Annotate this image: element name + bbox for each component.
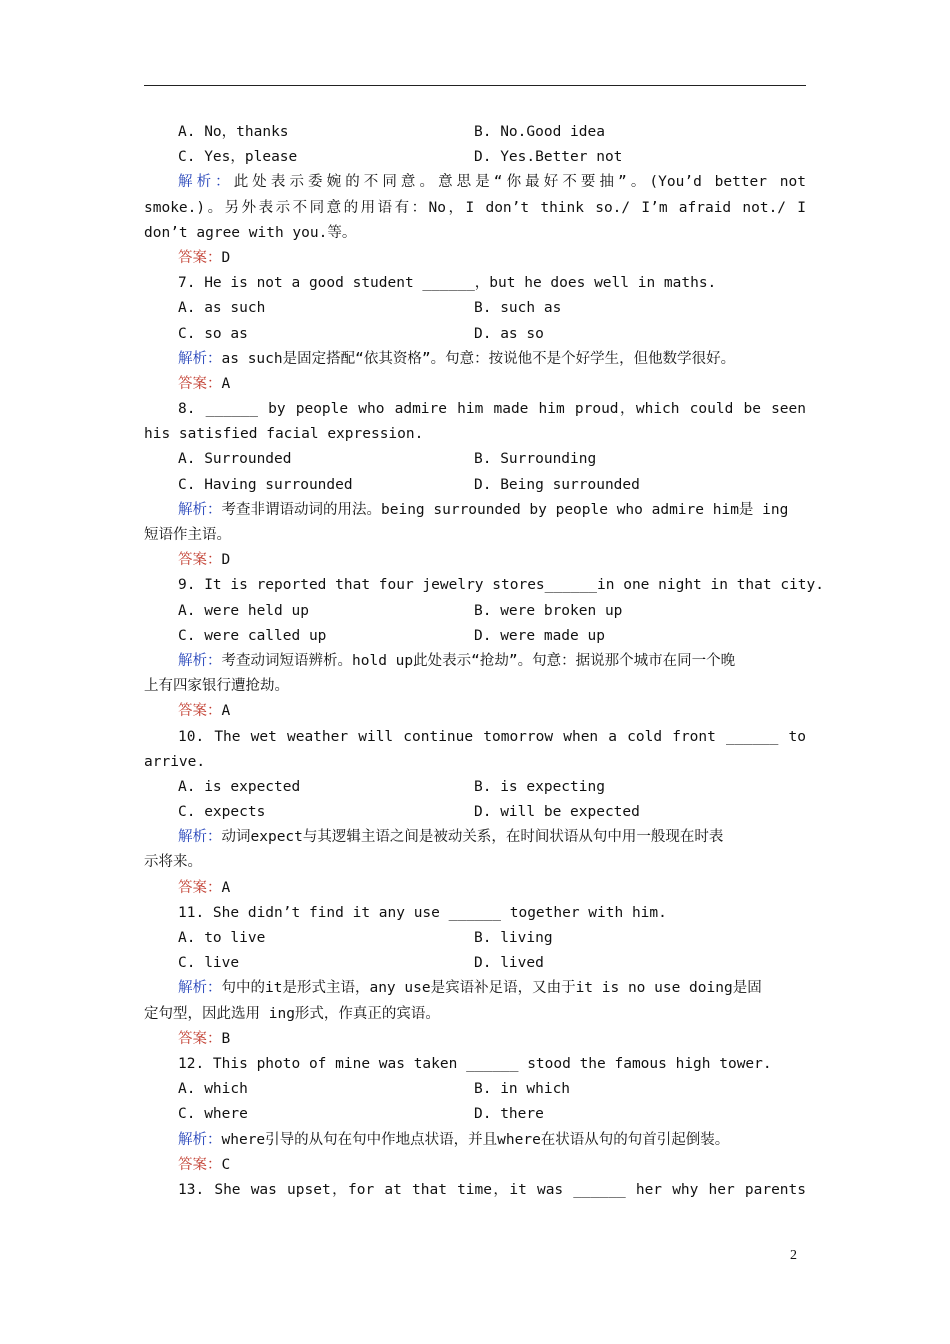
q7-explanation-line1 xyxy=(144,347,806,372)
q6-explanation-text1: 此处表示委婉的不同意。意思是“你最好不要抽”。(You’d better not xyxy=(233,174,806,191)
explanation-label: 解析： xyxy=(178,1131,222,1148)
page-number: 2 xyxy=(790,1248,797,1263)
q12-option-b: B. in which xyxy=(474,1081,571,1098)
q10-option-a: A. is expected xyxy=(178,778,301,795)
q9-option-d: D. were made up xyxy=(474,627,605,644)
q7-answer xyxy=(144,372,806,397)
q9-option-b: B. were broken up xyxy=(474,602,623,619)
q11-option-a: A. to live xyxy=(178,930,266,946)
q11-options-row1 xyxy=(144,926,806,951)
q11-explanation-line2: 定句型，因此选用 ing形式，作真正的宾语。 xyxy=(144,1005,440,1022)
q8-option-c: C. Having surrounded xyxy=(178,476,353,493)
q9-explanation-line2: 上有四家银行遭抢劫。 xyxy=(144,678,289,695)
q6-option-b: B. No.Good idea xyxy=(474,124,605,140)
q8-stem-line2: his satisfied facial expression. xyxy=(144,426,424,443)
q12-explanation-text1: where引导的从句在句中作地点状语，并且where在状语从句的句首引起倒装。 xyxy=(221,1131,730,1148)
q11-stem: 11. She didn’t find it any use ______ together with him. xyxy=(178,904,667,921)
q12-options-row2 xyxy=(144,1102,806,1127)
q9-options-row2 xyxy=(144,624,806,649)
q10-option-c: C. expects xyxy=(178,804,266,821)
q9-stem: 9. It is reported that four jewelry stores______in one night in that city. xyxy=(178,577,825,594)
q7-stem: 7. He is not a good student ______，but he does well in maths. xyxy=(178,275,717,292)
q12-explanation-line1 xyxy=(144,1128,806,1153)
q9-explanation-text1: 考查动词短语辨析。hold up此处表示“抢劫”。句意：据说那个城市在同一个晚 xyxy=(221,652,736,669)
q6-explanation-line3: don’t agree with you.等。 xyxy=(144,224,357,241)
q11-answer-value: B xyxy=(221,1030,231,1047)
q12-options-row1 xyxy=(144,1077,806,1102)
q6-option-d: D. Yes.Better not xyxy=(474,149,623,166)
q9-answer-value: A xyxy=(221,703,231,720)
q9-explanation-line1 xyxy=(144,649,806,674)
q6-options-row1 xyxy=(144,120,806,145)
q8-answer xyxy=(144,548,806,573)
q10-option-b: B. is expecting xyxy=(474,778,605,795)
q10-stem-line1: 10. The wet weather will continue tomorrow when a cold front ______ to xyxy=(178,728,806,745)
explanation-label: 解析： xyxy=(178,174,234,191)
q11-option-c: C. live xyxy=(178,955,240,972)
answer-label: 答案： xyxy=(178,879,222,896)
q7-answer-value: A xyxy=(221,375,231,392)
explanation-label: 解析： xyxy=(178,350,222,367)
q10-answer xyxy=(144,876,806,901)
answer-label: 答案： xyxy=(178,703,222,720)
q11-option-d: D. lived xyxy=(474,955,544,972)
q7-explanation-text1: as such是固定搭配“依其资格”。句意：按说他不是个好学生，但他数学很好。 xyxy=(221,350,736,367)
q9-option-c: C. were called up xyxy=(178,627,327,644)
answer-label: 答案： xyxy=(178,1030,222,1047)
q6-answer-value: D xyxy=(221,249,231,266)
explanation-label: 解析： xyxy=(178,652,222,669)
q10-explanation-line2: 示将来。 xyxy=(144,854,202,871)
q11-option-b: B. living xyxy=(474,930,553,946)
q8-options-row1 xyxy=(144,447,806,472)
q8-option-d: D. Being surrounded xyxy=(474,476,640,493)
q10-stem-line2: arrive. xyxy=(144,753,206,770)
explanation-label: 解析： xyxy=(178,829,222,846)
q12-stem: 12. This photo of mine was taken ______ stood the famous high tower. xyxy=(178,1055,772,1072)
q6-explanation-line1 xyxy=(144,170,806,195)
q12-option-c: C. where xyxy=(178,1106,248,1123)
q11-answer xyxy=(144,1027,806,1052)
q7-options-row1 xyxy=(144,296,806,321)
q10-explanation-text1: 动词expect与其逻辑主语之间是被动关系，在时间状语从句中用一般现在时表 xyxy=(221,829,724,846)
q10-options-row2 xyxy=(144,800,806,825)
answer-label: 答案： xyxy=(178,1156,222,1173)
q10-option-d: D. will be expected xyxy=(474,804,640,821)
q7-option-d: D. as so xyxy=(474,325,544,342)
q10-answer-value: A xyxy=(221,879,231,896)
header-rule xyxy=(144,85,806,86)
answer-label: 答案： xyxy=(178,249,222,266)
q10-options-row1 xyxy=(144,775,806,800)
q11-options-row2 xyxy=(144,951,806,976)
q6-options-row2 xyxy=(144,145,806,170)
q8-option-b: B. Surrounding xyxy=(474,451,597,468)
explanation-label: 解析： xyxy=(178,980,222,997)
q7-option-a: A. as such xyxy=(178,300,266,317)
q11-explanation-line1 xyxy=(144,976,806,1001)
q11-explanation-text1: 句中的it是形式主语，any use是宾语补足语，又由于it is no use doing是固 xyxy=(221,980,762,997)
q8-explanation-line2: 短语作主语。 xyxy=(144,527,231,543)
q12-answer xyxy=(144,1153,806,1178)
q8-stem-line1: 8. ______ by people who admire him made him proud，which could be seen xyxy=(178,401,806,418)
q9-options-row1 xyxy=(144,599,806,624)
q7-options-row2 xyxy=(144,322,806,347)
q9-answer xyxy=(144,699,806,724)
q8-explanation-text1: 考查非谓语动词的用法。being surrounded by people who admire him是 ing xyxy=(221,501,789,518)
q13-stem: 13. She was upset，for at that time，it was ______ her why her parents xyxy=(178,1181,806,1198)
q7-option-b: B. such as xyxy=(474,300,562,317)
q8-options-row2 xyxy=(144,473,806,498)
q6-option-a: A. No，thanks xyxy=(178,124,289,140)
q8-answer-value: D xyxy=(221,552,231,569)
q6-option-c: C. Yes，please xyxy=(178,149,298,166)
q6-answer xyxy=(144,246,806,271)
q8-explanation-line1 xyxy=(144,498,806,523)
document-body xyxy=(144,120,825,1203)
answer-label: 答案： xyxy=(178,552,222,569)
q12-answer-value: C xyxy=(221,1156,231,1173)
q7-option-c: C. so as xyxy=(178,325,248,342)
q8-option-a: A. Surrounded xyxy=(178,451,292,468)
q6-explanation-line2: smoke.)。另外表示不同意的用语有：No，I don’t think so./ I’m afraid not./ I xyxy=(144,199,806,216)
q9-option-a: A. were held up xyxy=(178,602,309,619)
q10-explanation-line1 xyxy=(144,825,806,850)
answer-label: 答案： xyxy=(178,375,222,392)
explanation-label: 解析： xyxy=(178,501,222,518)
q12-option-d: D. there xyxy=(474,1106,544,1123)
q12-option-a: A. which xyxy=(178,1081,248,1098)
